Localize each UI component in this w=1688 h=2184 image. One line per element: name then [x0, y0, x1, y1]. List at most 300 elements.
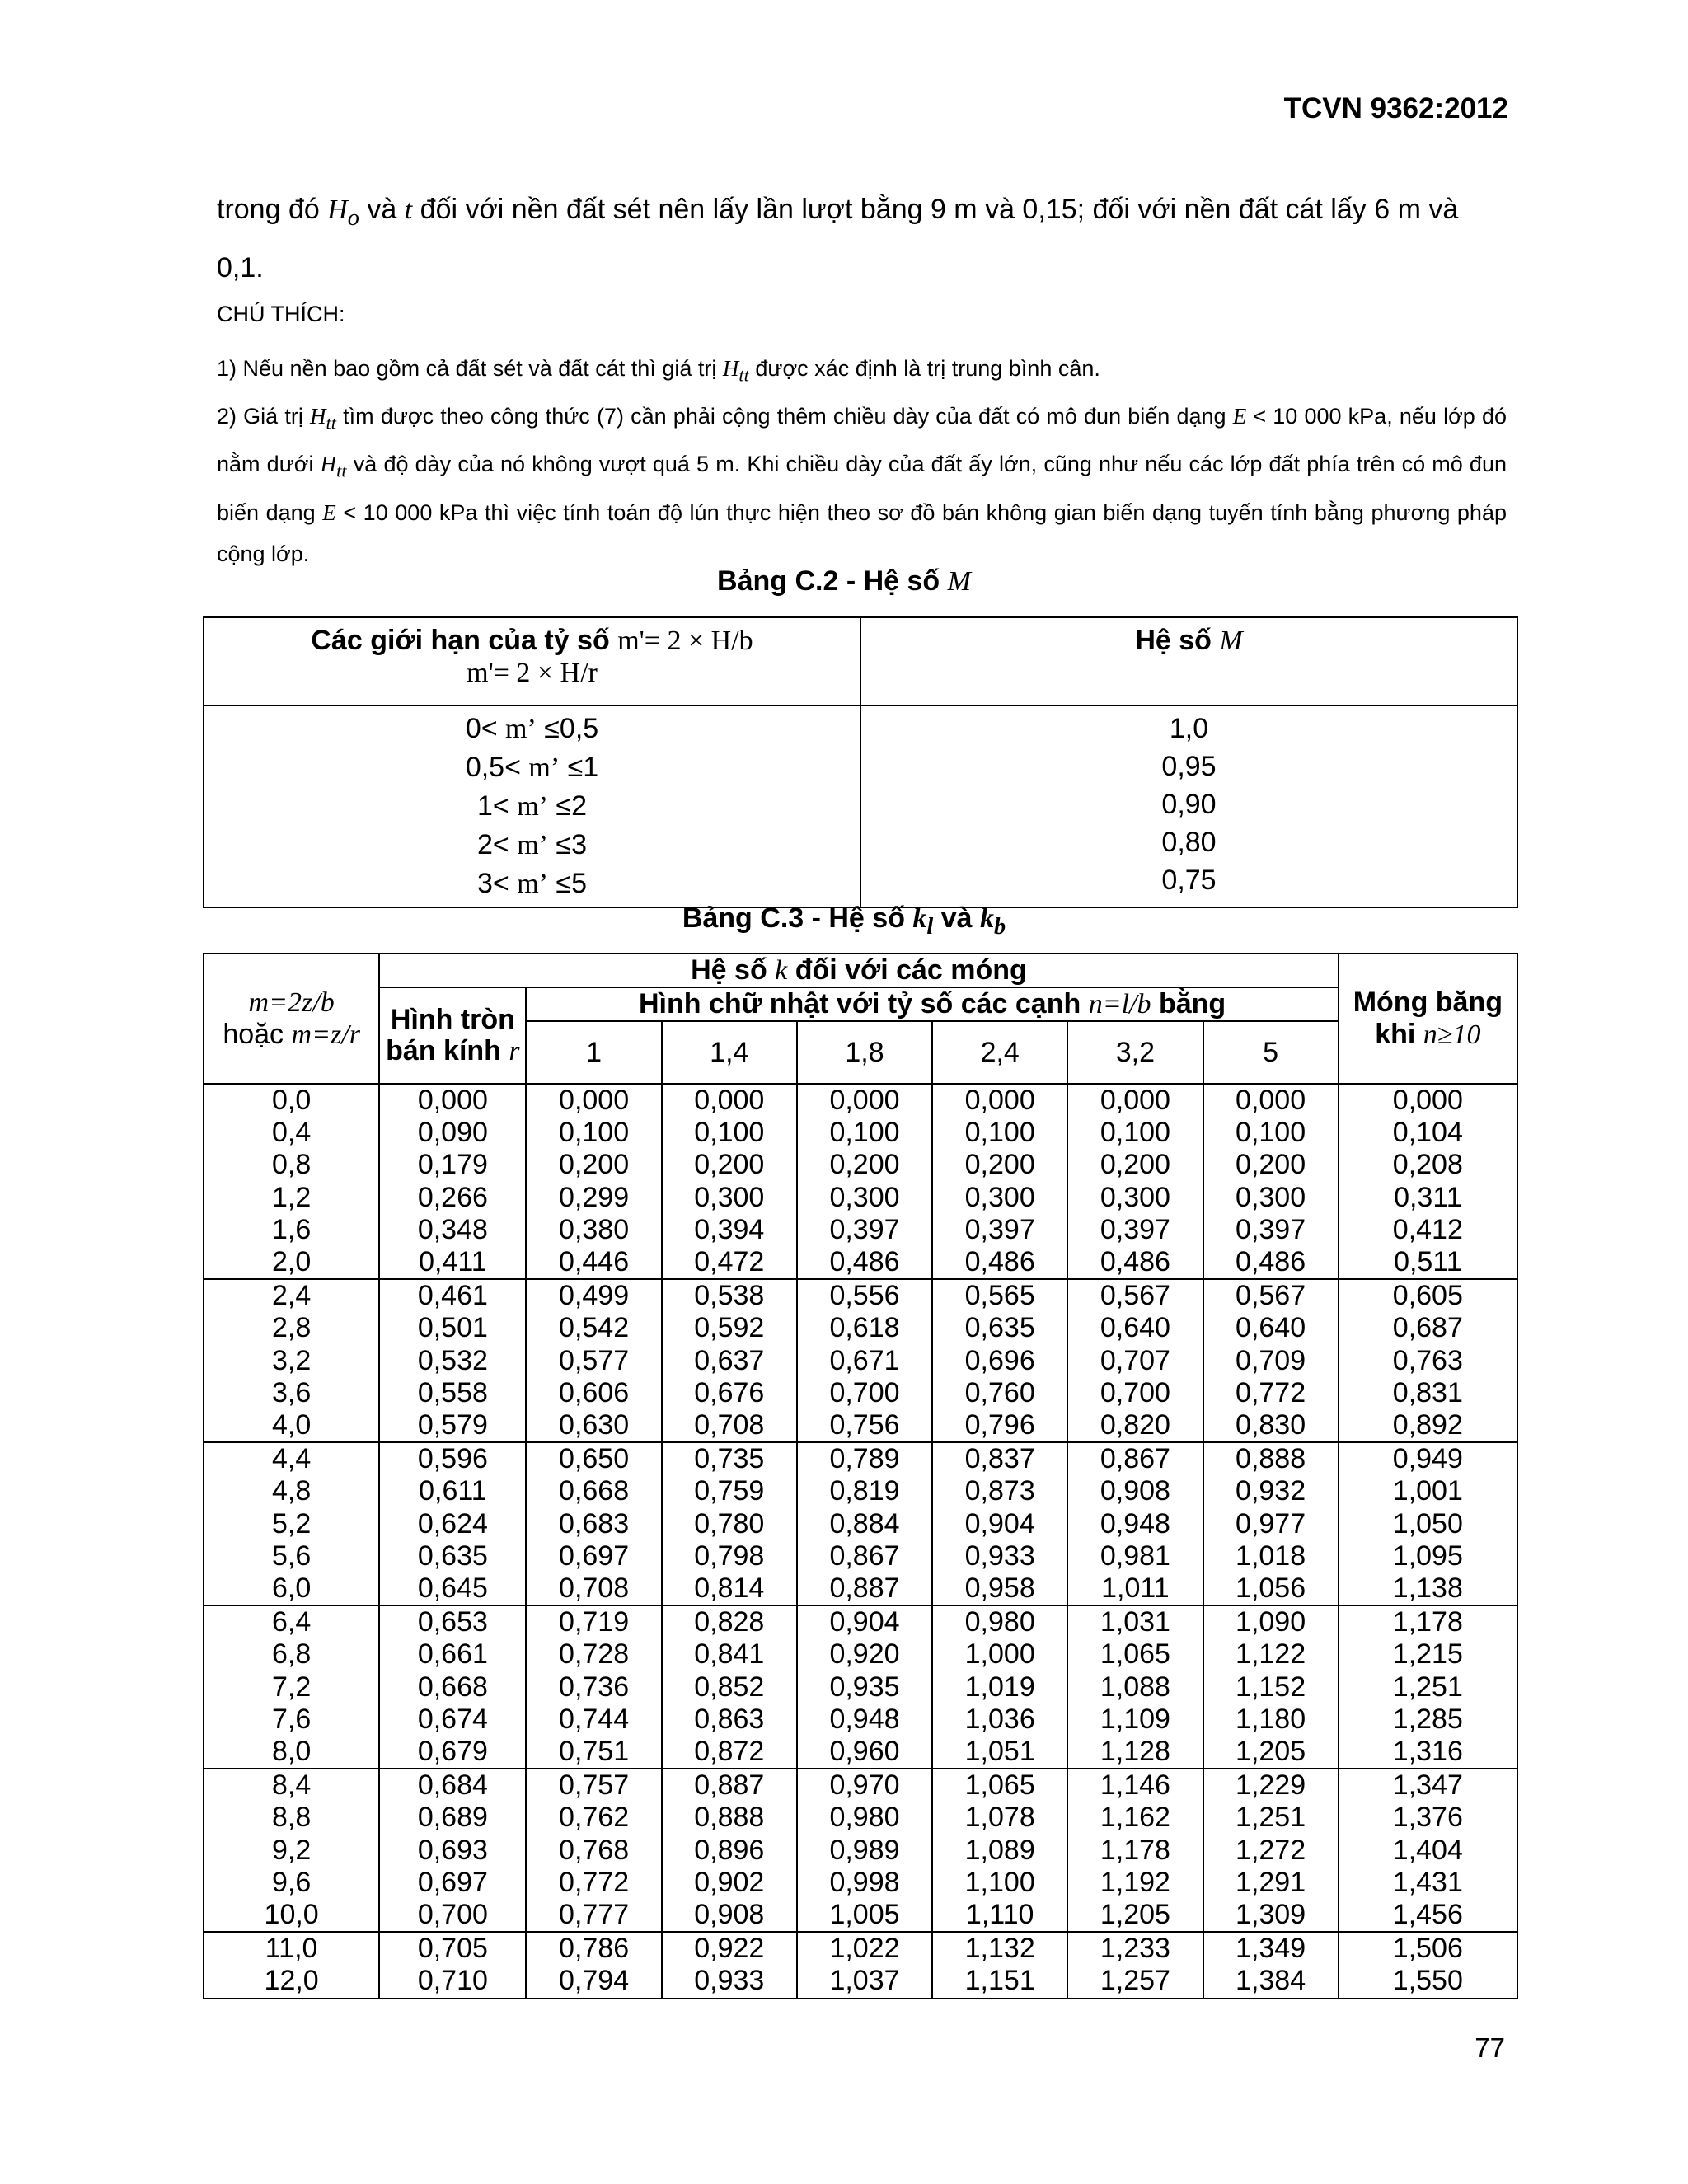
cell-value: 0,820 [1100, 1409, 1170, 1441]
var-t: t [404, 194, 413, 225]
cell-value: 0,630 [559, 1409, 630, 1441]
cell-value: 0,700 [1100, 1376, 1170, 1408]
cell-value: 0,605 [1392, 1280, 1463, 1312]
page-number: 77 [1475, 2032, 1505, 2063]
m-value: 0,90 [1161, 789, 1217, 820]
range-lo: 0< [465, 713, 506, 744]
cell-value: 0,000 [1100, 1085, 1170, 1116]
m-formula-1: m=2z/b [248, 987, 335, 1018]
caption-k1: k [912, 903, 927, 934]
range-hi: ≤1 [560, 752, 599, 783]
cell-value: 0,200 [694, 1149, 765, 1181]
table-cell [1067, 1442, 1203, 1605]
table-cell [379, 1279, 526, 1442]
cell-value: 5,2 [272, 1507, 312, 1540]
table-cell [797, 1084, 932, 1279]
cell-value: 0,683 [559, 1507, 630, 1540]
cell-value: 0,653 [417, 1606, 488, 1638]
cell-value: 0,888 [694, 1802, 765, 1834]
cell-value: 0,948 [1100, 1507, 1170, 1540]
cell-value: 1,128 [1100, 1736, 1170, 1768]
table-cell [204, 1932, 379, 1998]
ratio-header: 2,4 [932, 1021, 1067, 1084]
note-2 [217, 396, 1507, 574]
cell-value: 1,178 [1100, 1834, 1170, 1866]
cell-value: 0,884 [829, 1507, 900, 1540]
note-1 [217, 356, 1100, 386]
cell-value: 0,933 [964, 1540, 1035, 1572]
range-hi: ≤5 [547, 868, 587, 899]
note-2-text-b: tìm được theo công thức (7) cần phải cộng thêm chiều dày của đất có mô đun biến dạng [336, 404, 1233, 429]
cell-value: 0,394 [694, 1213, 765, 1245]
intro-paragraph [217, 185, 1507, 293]
cell-value: 0,100 [694, 1117, 765, 1149]
range-m: m’ [517, 791, 548, 822]
cell-value: 0,606 [559, 1376, 630, 1408]
m-formula-2: m=z/r [291, 1019, 360, 1050]
table-c2-col1-label: Các giới hạn của tỷ số [311, 625, 618, 656]
range-row [204, 865, 860, 903]
cell-value: 0,697 [417, 1866, 488, 1898]
cell-value: 1,019 [964, 1671, 1035, 1703]
strip-label: Móng băng khi [1353, 987, 1503, 1050]
cell-value: 0,700 [829, 1376, 900, 1408]
table-c2-col2-var: M [1219, 626, 1243, 656]
cell-value: 1,162 [1100, 1802, 1170, 1834]
cell-value: 1,347 [1392, 1769, 1463, 1802]
cell-value: 10,0 [264, 1899, 319, 1931]
table-c2-col1-header [204, 617, 860, 705]
range-row [204, 826, 860, 865]
cell-value: 0,538 [694, 1280, 765, 1312]
cell-value: 0,837 [964, 1443, 1035, 1475]
range-row [204, 787, 860, 826]
cell-value: 0,789 [829, 1443, 900, 1475]
table-cell [932, 1605, 1067, 1769]
cell-value: 1,050 [1392, 1507, 1463, 1540]
cell-value: 1,005 [829, 1899, 900, 1931]
k-group-k: k [775, 955, 788, 986]
cell-value: 0,700 [417, 1899, 488, 1931]
table-c2-col1-formula2: m'= 2 × H/r [467, 658, 598, 688]
cell-value: 1,229 [1236, 1769, 1306, 1802]
cell-value: 1,152 [1236, 1671, 1306, 1703]
range-hi: ≤0,5 [536, 713, 599, 744]
cell-value: 0,687 [1392, 1312, 1463, 1344]
ratio-header: 3,2 [1067, 1021, 1203, 1084]
table-group-row [204, 1605, 1517, 1769]
cell-value: 0,200 [964, 1149, 1035, 1181]
range-row [204, 710, 860, 748]
range-hi: ≤2 [547, 790, 587, 822]
cell-value: 5,6 [272, 1540, 312, 1572]
cell-value: 0,922 [694, 1933, 765, 1965]
cell-value: 0,542 [559, 1312, 630, 1344]
cell-value: 0,744 [559, 1703, 630, 1735]
note-2-sub: tt [326, 412, 337, 434]
table-cell [379, 1932, 526, 1998]
cell-value: 0,000 [964, 1085, 1035, 1116]
table-cell [526, 1605, 661, 1769]
cell-value: 0,981 [1100, 1540, 1170, 1572]
table-c2-ranges [204, 705, 860, 907]
cell-value: 0,000 [1236, 1085, 1306, 1116]
ratio-header: 1,8 [797, 1021, 932, 1084]
cell-value: 0,707 [1100, 1344, 1170, 1376]
cell-value: 0,397 [964, 1213, 1035, 1245]
table-cell [1203, 1605, 1339, 1769]
table-c2-col2-label: Hệ số [1135, 625, 1220, 656]
cell-value: 1,376 [1392, 1802, 1463, 1834]
cell-value: 0,311 [1394, 1181, 1462, 1213]
table-c3-caption [0, 902, 1688, 940]
strip-header [1339, 954, 1517, 1084]
cell-value: 0,679 [417, 1736, 488, 1768]
m-value: 0,75 [1161, 865, 1217, 896]
cell-value: 0,100 [1100, 1117, 1170, 1149]
note-1-sub: tt [738, 364, 749, 386]
table-cell [797, 1769, 932, 1932]
cell-value: 0,000 [559, 1085, 630, 1116]
rect-header [526, 987, 1338, 1021]
table-cell [1203, 1932, 1339, 1998]
table-cell [526, 1084, 661, 1279]
range-lo: 3< [476, 868, 518, 899]
note-2-text-c: < 10 000 kPa, nếu lớp đó nằm dưới [217, 404, 1507, 477]
table-cell [379, 1605, 526, 1769]
table-cell [1203, 1769, 1339, 1932]
col-m-header [204, 954, 379, 1084]
cell-value: 0,266 [417, 1181, 488, 1213]
cell-value: 0,786 [559, 1933, 630, 1965]
cell-value: 0,618 [829, 1312, 900, 1344]
cell-value: 1,065 [1100, 1638, 1170, 1671]
cell-value: 0,867 [1100, 1443, 1170, 1475]
cell-value: 1,178 [1392, 1606, 1463, 1638]
cell-value: 0,486 [1236, 1246, 1306, 1278]
cell-value: 0,841 [694, 1638, 765, 1671]
var-h: H [327, 194, 348, 225]
caption-k1-sub: l [926, 913, 934, 940]
table-c2-col2-header [860, 617, 1517, 705]
cell-value: 1,251 [1392, 1671, 1463, 1703]
cell-value: 11,0 [265, 1933, 318, 1965]
m-value: 1,0 [1169, 713, 1209, 744]
cell-value: 0,100 [559, 1117, 630, 1149]
cell-value: 0,472 [694, 1246, 765, 1278]
table-c3-caption-text: Bảng C.3 - Hệ số [682, 902, 913, 934]
table-cell [662, 1932, 797, 1998]
cell-value: 0,100 [964, 1117, 1035, 1149]
cell-value: 0,798 [694, 1540, 765, 1572]
range-m: m’ [517, 830, 548, 860]
cell-value: 0,624 [417, 1507, 488, 1540]
table-c2 [203, 616, 1518, 908]
cell-value: 0,757 [559, 1769, 630, 1802]
cell-value: 0,708 [559, 1572, 630, 1605]
cell-value: 0,000 [694, 1085, 765, 1116]
cell-value: 0,411 [419, 1246, 487, 1278]
cell-value: 1,431 [1392, 1866, 1463, 1898]
cell-value: 4,8 [272, 1475, 312, 1507]
note-1-var: H [722, 356, 739, 381]
cell-value: 0,635 [417, 1540, 488, 1572]
cell-value: 0,676 [694, 1376, 765, 1408]
cell-value: 0,000 [829, 1085, 900, 1116]
cell-value: 0,970 [829, 1769, 900, 1802]
table-cell [204, 1605, 379, 1769]
cell-value: 1,110 [965, 1899, 1034, 1931]
cell-value: 0,735 [694, 1443, 765, 1475]
cell-value: 0,567 [1100, 1280, 1170, 1312]
cell-value: 0,640 [1100, 1312, 1170, 1344]
cell-value: 0,596 [417, 1443, 488, 1475]
table-cell [797, 1442, 932, 1605]
cell-value: 1,146 [1100, 1769, 1170, 1802]
cell-value: 0,674 [417, 1703, 488, 1735]
cell-value: 0,904 [964, 1507, 1035, 1540]
m-value: 0,80 [1161, 827, 1217, 858]
caption-and: và [933, 902, 981, 934]
cell-value: 0,637 [694, 1344, 765, 1376]
cell-value: 1,316 [1392, 1736, 1463, 1768]
cell-value: 0,486 [964, 1246, 1035, 1278]
cell-value: 0,611 [419, 1475, 487, 1507]
table-cell [526, 1932, 661, 1998]
note-1-text-b: được xác định là trị trung bình cân. [748, 356, 1100, 381]
cell-value: 2,4 [272, 1280, 312, 1312]
table-cell [1203, 1442, 1339, 1605]
cell-value: 0,708 [694, 1409, 765, 1441]
table-cell [1339, 1442, 1517, 1605]
cell-value: 0,397 [1100, 1213, 1170, 1245]
ratio-header: 1 [526, 1021, 661, 1084]
cell-value: 0,780 [694, 1507, 765, 1540]
cell-value: 0,980 [964, 1606, 1035, 1638]
cell-value: 0,710 [417, 1965, 488, 1997]
cell-value: 0,763 [1392, 1344, 1463, 1376]
cell-value: 0,814 [694, 1572, 765, 1605]
table-cell [204, 1084, 379, 1279]
table-cell [1067, 1605, 1203, 1769]
table-cell [1067, 1932, 1203, 1998]
cell-value: 0,200 [829, 1149, 900, 1181]
range-lo: 2< [476, 829, 518, 860]
m-or: hoặc [223, 1019, 292, 1050]
range-lo: 0,5< [465, 752, 529, 783]
cell-value: 0,908 [694, 1899, 765, 1931]
range-hi: ≤3 [547, 829, 587, 860]
table-cell [1339, 1605, 1517, 1769]
cell-value: 6,0 [272, 1572, 312, 1605]
cell-value: 0,828 [694, 1606, 765, 1638]
cell-value: 0,920 [829, 1638, 900, 1671]
cell-value: 0,830 [1236, 1409, 1306, 1441]
table-group-row [204, 1279, 1517, 1442]
cell-value: 3,6 [272, 1376, 312, 1408]
cell-value: 8,0 [272, 1736, 312, 1768]
cell-value: 4,0 [272, 1409, 312, 1441]
cell-value: 1,205 [1100, 1899, 1170, 1931]
cell-value: 0,777 [559, 1899, 630, 1931]
cell-value: 1,065 [964, 1769, 1035, 1802]
cell-value: 1,6 [272, 1213, 312, 1245]
cell-value: 1,056 [1236, 1572, 1306, 1605]
table-c2-caption [0, 565, 1688, 598]
circle-r: r [509, 1036, 520, 1066]
cell-value: 2,0 [272, 1246, 312, 1278]
cell-value: 0,300 [694, 1181, 765, 1213]
cell-value: 0,668 [559, 1475, 630, 1507]
range-m: m’ [505, 714, 537, 744]
cell-value: 0,888 [1236, 1443, 1306, 1475]
rect-label-b: bằng [1151, 988, 1226, 1019]
cell-value: 12,0 [264, 1965, 319, 1997]
cell-value: 0,179 [417, 1149, 488, 1181]
cell-value: 0,887 [694, 1769, 765, 1802]
cell-value: 0,794 [559, 1965, 630, 1997]
cell-value: 0,719 [559, 1606, 630, 1638]
cell-value: 1,251 [1236, 1802, 1306, 1834]
cell-value: 0,760 [964, 1376, 1035, 1408]
note-2-var2: H [320, 452, 337, 477]
cell-value: 1,090 [1236, 1606, 1306, 1638]
cell-value: 1,205 [1236, 1736, 1306, 1768]
note-2-var: H [310, 404, 326, 429]
cell-value: 1,192 [1100, 1866, 1170, 1898]
cell-value: 0,300 [964, 1181, 1035, 1213]
cell-value: 0,579 [417, 1409, 488, 1441]
table-c2-caption-text: Bảng C.2 - Hệ số [717, 565, 948, 597]
cell-value: 0,772 [1236, 1376, 1306, 1408]
cell-value: 0,650 [559, 1443, 630, 1475]
cell-value: 1,456 [1392, 1899, 1463, 1931]
table-cell [797, 1279, 932, 1442]
cell-value: 1,109 [1100, 1703, 1170, 1735]
cell-value: 0,796 [964, 1409, 1035, 1441]
intro-text-2: và [359, 194, 405, 225]
cell-value: 1,285 [1392, 1703, 1463, 1735]
table-c3-body [204, 1084, 1517, 1999]
rect-label: Hình chữ nhật với tỷ số các cạnh [638, 988, 1089, 1019]
cell-value: 0,998 [829, 1866, 900, 1898]
cell-value: 0,501 [417, 1312, 488, 1344]
range-lo: 1< [476, 790, 518, 822]
table-c2-col1-formula: m'= 2 × H/b [617, 626, 753, 656]
cell-value: 0,532 [417, 1344, 488, 1376]
cell-value: 0,949 [1392, 1443, 1463, 1475]
cell-value: 0,4 [272, 1117, 312, 1149]
cell-value: 0,397 [829, 1213, 900, 1245]
cell-value: 1,404 [1392, 1834, 1463, 1866]
cell-value: 0,558 [417, 1376, 488, 1408]
cell-value: 0,772 [559, 1866, 630, 1898]
cell-value: 0,819 [829, 1475, 900, 1507]
cell-value: 1,349 [1236, 1933, 1306, 1965]
cell-value: 1,138 [1392, 1572, 1463, 1605]
cell-value: 0,689 [417, 1802, 488, 1834]
cell-value: 1,291 [1236, 1866, 1306, 1898]
cell-value: 1,088 [1100, 1671, 1170, 1703]
table-cell [1067, 1279, 1203, 1442]
table-cell [526, 1769, 661, 1932]
cell-value: 1,018 [1236, 1540, 1306, 1572]
cell-value: 0,461 [417, 1280, 488, 1312]
cell-value: 0,935 [829, 1671, 900, 1703]
cell-value: 0,104 [1392, 1117, 1463, 1149]
cell-value: 0,0 [272, 1085, 312, 1116]
standard-code: TCVN 9362:2012 [1283, 92, 1508, 124]
cell-value: 0,728 [559, 1638, 630, 1671]
cell-value: 1,132 [964, 1933, 1035, 1965]
cell-value: 0,693 [417, 1834, 488, 1866]
cell-value: 0,577 [559, 1344, 630, 1376]
range-m: m’ [517, 869, 548, 899]
cell-value: 0,300 [1100, 1181, 1170, 1213]
circle-label: Hình tròn bán kính [386, 1004, 515, 1066]
cell-value: 1,309 [1236, 1899, 1306, 1931]
cell-value: 0,932 [1236, 1475, 1306, 1507]
cell-value: 1,022 [829, 1933, 900, 1965]
cell-value: 0,635 [964, 1312, 1035, 1344]
cell-value: 0,486 [829, 1246, 900, 1278]
table-c2-caption-var: M [947, 566, 971, 597]
cell-value: 0,300 [829, 1181, 900, 1213]
table-cell [204, 1769, 379, 1932]
cell-value: 0,751 [559, 1736, 630, 1768]
table-cell [932, 1932, 1067, 1998]
table-cell [1067, 1084, 1203, 1279]
cell-value: 1,100 [964, 1866, 1035, 1898]
cell-value: 1,506 [1392, 1933, 1463, 1965]
cell-value: 0,709 [1236, 1344, 1306, 1376]
cell-value: 0,873 [964, 1475, 1035, 1507]
caption-kb: k [980, 903, 995, 934]
cell-value: 1,011 [1101, 1572, 1170, 1605]
cell-value: 0,090 [417, 1117, 488, 1149]
cell-value: 0,446 [559, 1246, 630, 1278]
cell-value: 0,960 [829, 1736, 900, 1768]
table-cell [1339, 1932, 1517, 1998]
cell-value: 0,100 [829, 1117, 900, 1149]
cell-value: 0,412 [1392, 1213, 1463, 1245]
cell-value: 0,299 [559, 1181, 630, 1213]
table-cell [662, 1605, 797, 1769]
cell-value: 0,977 [1236, 1507, 1306, 1540]
k-group-a: Hệ số [691, 954, 776, 986]
cell-value: 6,8 [272, 1638, 312, 1671]
cell-value: 1,257 [1100, 1965, 1170, 1997]
var-h-sub: o [347, 204, 359, 231]
table-group-row [204, 1769, 1517, 1932]
table-cell [1203, 1279, 1339, 1442]
table-cell [1203, 1084, 1339, 1279]
cell-value: 0,904 [829, 1606, 900, 1638]
table-cell [526, 1442, 661, 1605]
m-value: 0,95 [1161, 751, 1217, 782]
cell-value: 1,089 [964, 1834, 1035, 1866]
ratio-header: 5 [1203, 1021, 1339, 1084]
cell-value: 0,661 [417, 1638, 488, 1671]
cell-value: 0,980 [829, 1802, 900, 1834]
cell-value: 1,151 [964, 1965, 1035, 1997]
cell-value: 7,6 [272, 1703, 312, 1735]
cell-value: 0,486 [1100, 1246, 1170, 1278]
table-cell [662, 1442, 797, 1605]
table-cell [1067, 1769, 1203, 1932]
cell-value: 7,2 [272, 1671, 312, 1703]
table-cell [932, 1769, 1067, 1932]
